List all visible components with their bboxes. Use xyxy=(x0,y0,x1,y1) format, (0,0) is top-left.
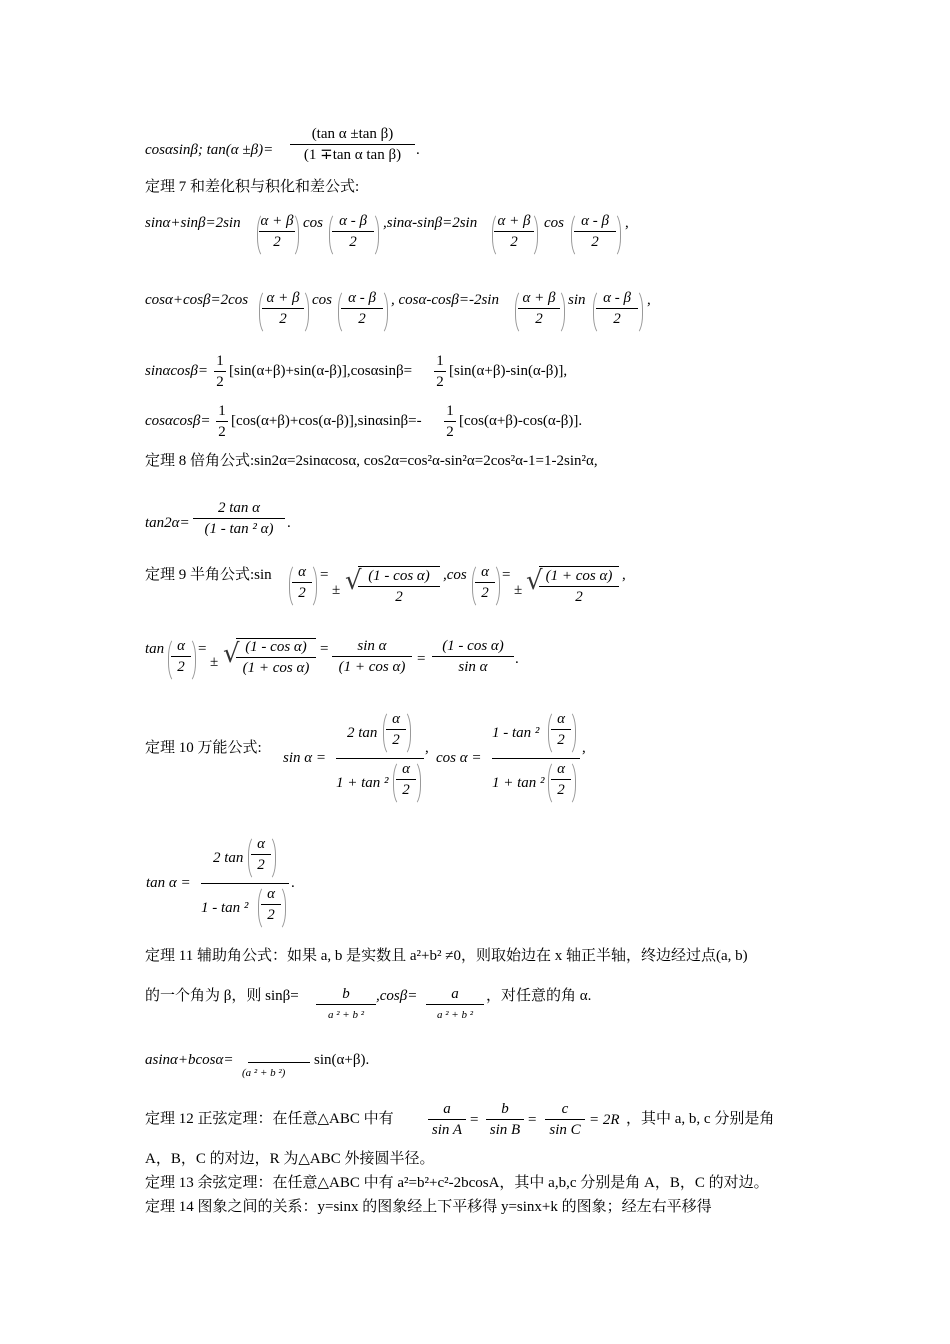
comma: , xyxy=(425,740,429,756)
comma: , xyxy=(622,567,626,583)
cos-label: cos xyxy=(544,215,564,231)
equals: = xyxy=(320,567,329,583)
fraction-half-sum: α + β 2 xyxy=(494,212,534,251)
fraction-one-half: 1 2 xyxy=(444,402,456,441)
fraction-alpha-half: α 2 xyxy=(261,885,281,924)
one-minus-tan2: 1 - tan ² xyxy=(492,725,540,741)
equals: = xyxy=(320,641,329,657)
equals: = xyxy=(528,1112,537,1128)
two-tan: 2 tan xyxy=(213,850,244,866)
cos-alpha-eq: cos α = xyxy=(436,750,482,766)
equals-2R: = 2R xyxy=(589,1112,620,1128)
formula-sincos-lead: sinαcosβ= xyxy=(145,363,208,379)
fraction-half-diff: α - β 2 xyxy=(596,289,638,328)
fraction-b-over-r: b a ² + b ² xyxy=(316,985,376,1024)
fraction-half-sum: α + β 2 xyxy=(518,289,560,328)
fraction-tan2a: 2 tan α (1 - tan ² α) xyxy=(193,499,285,538)
period: . xyxy=(287,515,291,531)
fraction-c-sinC: c sin C xyxy=(545,1100,585,1139)
sqrt-icon: √ xyxy=(345,566,362,596)
fraction-half-sum: α + β 2 xyxy=(260,213,294,250)
one-plus-tan2: 1 + tan ² xyxy=(492,775,545,791)
formula-cos-diff-lead: , cosα-cosβ=-2sin xyxy=(391,292,499,308)
theorem-12-tail: ，其中 a, b, c 分别是角 xyxy=(626,1111,775,1127)
fraction-half-cos-plus: (1 + cos α) 2 xyxy=(539,567,619,606)
theorem-13: 定理 13 余弦定理：在任意△ABC 中有 a²=b²+c²-2bcosA，其中 a,b,c 分别是角 A，B，C 的对边。 xyxy=(145,1175,769,1191)
fraction-alpha-half: α 2 xyxy=(551,760,571,799)
theorem-12-title: 定理 12 正弦定理：在任意△ABC 中有 xyxy=(145,1111,394,1127)
sin-label: sin xyxy=(568,292,586,308)
fraction-a-over-r: a a ² + b ² xyxy=(426,985,484,1024)
fraction-alpha-half: α 2 xyxy=(475,563,495,602)
sqrt-icon: √ xyxy=(223,639,240,669)
plus-minus: ± xyxy=(332,582,341,598)
theorem-11-title: 定理 11 辅助角公式：如果 a, b 是实数且 a²+b² ≠0，则取始边在 x 轴正半轴，终边经过点(a, b) xyxy=(145,948,748,964)
formula-tan2a-lead: tan2α= xyxy=(145,515,190,531)
sqrt-icon: √ xyxy=(526,566,543,596)
aux-formula-lead: asinα+bcosα= xyxy=(145,1052,234,1068)
formula-tan-sum-lead: cosαsinβ; tan(α ±β)= xyxy=(145,142,274,158)
fraction-alpha-half: α 2 xyxy=(396,760,416,799)
equals: = xyxy=(198,641,207,657)
one-plus-tan2: 1 + tan ² xyxy=(336,775,389,791)
theorem-7-title: 定理 7 和差化积与积化和差公式: xyxy=(145,179,360,195)
fraction-sqrt-ratio: (1 - cos α) (1 + cos α) xyxy=(236,638,316,677)
theorem-14: 定理 14 图象之间的关系：y=sinx 的图象经上下平移得 y=sinx+k 的图象；经左右平移得 xyxy=(145,1199,712,1215)
equals: = xyxy=(502,567,511,583)
theorem-12-line2: A，B，C 的对边，R 为△ABC 外接圆半径。 xyxy=(145,1151,435,1167)
period: . xyxy=(416,142,420,158)
sqrt-ab: (a ² + b ²) xyxy=(242,1067,286,1079)
cos-label: cos xyxy=(303,215,323,231)
sin-alpha-eq: sin α = xyxy=(283,750,327,766)
cos-half-label: ,cos xyxy=(443,567,467,583)
plus-minus: ± xyxy=(514,582,523,598)
fraction-half-sum: α + β 2 xyxy=(262,289,304,328)
fraction-one-half: 1 2 xyxy=(434,352,446,391)
formula-cossin-body: [sin(α+β)-sin(α-β)], xyxy=(449,363,568,379)
equals: = xyxy=(417,651,426,667)
period: . xyxy=(291,875,295,891)
fraction-alpha-half: α 2 xyxy=(292,563,312,602)
formula-cos-sum-lead: cosα+cosβ=2cos xyxy=(145,292,249,308)
fraction-half-diff: α - β 2 xyxy=(574,212,616,251)
fraction-tan-sum xyxy=(290,125,415,164)
fraction-one-half: 1 2 xyxy=(214,352,226,391)
aux-formula-tail: sin(α+β). xyxy=(314,1052,370,1068)
two-tan: 2 tan xyxy=(347,725,378,741)
plus-minus: ± xyxy=(210,654,219,670)
formula-sinsin-body: [cos(α+β)-cos(α-β)]. xyxy=(459,413,583,429)
fraction-alpha-half: α 2 xyxy=(551,710,571,749)
tan-alpha-eq: tan α = xyxy=(146,875,191,891)
fraction-denominator: (1 ∓tan α tan β) xyxy=(303,147,402,163)
tan-half-label: tan xyxy=(145,641,165,657)
fraction-a-sinA: a sin A xyxy=(428,1100,466,1139)
comma: , xyxy=(647,292,651,308)
formula-sin-sum-lead: sinα+sinβ=2sin xyxy=(145,215,241,231)
fraction-one-half: 1 2 xyxy=(216,402,228,441)
formula-coscos-body: [cos(α+β)+cos(α-β)],sinαsinβ=- xyxy=(231,413,422,429)
fraction-half-cos-minus: (1 - cos α) 2 xyxy=(358,567,440,606)
theorem-10-title: 定理 10 万能公式: xyxy=(145,740,262,756)
fraction-alpha-half: α 2 xyxy=(251,835,271,874)
fraction-b-sinB: b sin B xyxy=(486,1100,524,1139)
theorem-8-title: 定理 8 倍角公式:sin2α=2sinαcosα, cos2α=cos²α-sin²α=2cos²α-1=1-2sin²α, xyxy=(145,453,598,469)
theorem-9-title: 定理 9 半角公式:sin xyxy=(145,567,272,583)
comma: , xyxy=(582,740,586,756)
theorem-11-tail: ，对任意的角 α. xyxy=(486,988,592,1004)
formula-sincos-body: [sin(α+β)+sin(α-β)],cosαsinβ= xyxy=(229,363,413,379)
cos-beta-label: ,cosβ= xyxy=(376,988,418,1004)
period: . xyxy=(515,651,519,667)
fraction-half-diff: α - β 2 xyxy=(332,212,374,251)
fraction-alpha-half: α 2 xyxy=(171,637,191,676)
fraction-numerator: (tan α ±tan β) xyxy=(311,126,394,142)
cos-label: cos xyxy=(312,292,332,308)
fraction-alpha-half: α 2 xyxy=(386,710,406,749)
equals: = xyxy=(470,1112,479,1128)
comma: , xyxy=(625,215,629,231)
one-minus-tan2: 1 - tan ² xyxy=(201,900,249,916)
formula-sin-diff-lead: ,sinα-sinβ=2sin xyxy=(383,215,478,231)
fraction-sin-over-1pcos: sin α (1 + cos α) xyxy=(332,637,412,676)
theorem-11-line2: 的一个角为 β，则 sinβ= xyxy=(145,988,299,1004)
formula-coscos-lead: cosαcosβ= xyxy=(145,413,211,429)
fraction-1mcos-over-sin: (1 - cos α) sin α xyxy=(432,637,514,676)
fraction-half-diff: α - β 2 xyxy=(341,289,383,328)
